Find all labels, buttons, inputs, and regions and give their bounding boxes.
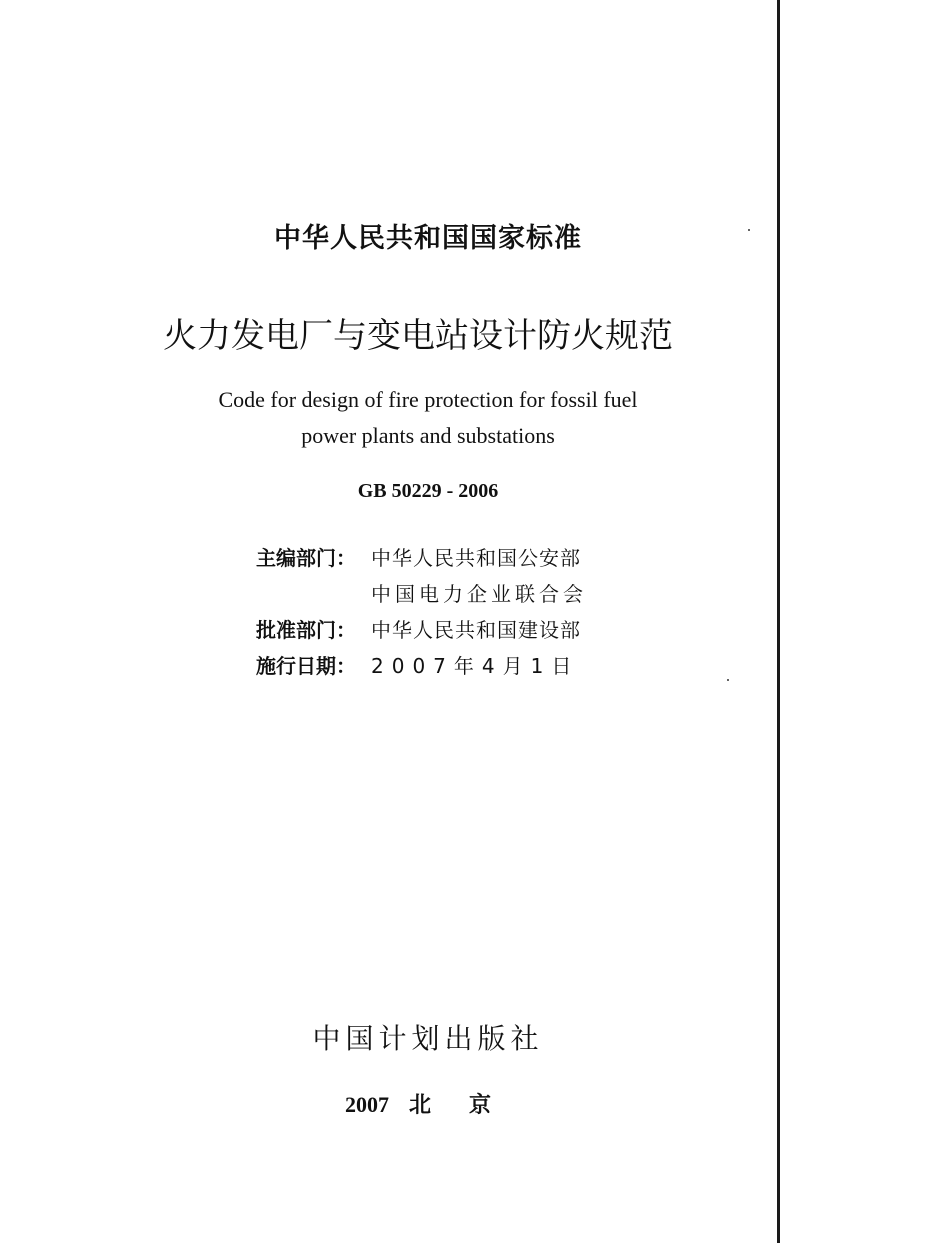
meta-row-effective-date (256, 646, 587, 682)
meta-value: 中华人民共和国建设部 (371, 617, 581, 642)
meta-row-co-editor (256, 574, 587, 610)
national-standard-heading: 中华人民共和国国家标准 (274, 223, 582, 254)
meta-value: 2007年4月1日 (371, 653, 580, 678)
publication-place (345, 1088, 529, 1119)
meta-label: 主编部门： (256, 545, 356, 570)
publication-year: 2007 (345, 1092, 389, 1117)
meta-value: 中国电力企业联合会 (371, 581, 587, 606)
publication-meta (256, 538, 587, 682)
english-title-line-1: Code for design of fire protection for fossil fuel (218, 387, 638, 412)
publisher-name: 中国计划出版社 (312, 1022, 544, 1055)
meta-value: 中华人民共和国公安部 (371, 545, 581, 570)
meta-label: 施行日期： (256, 653, 356, 678)
meta-label: 批准部门： (256, 617, 356, 642)
publication-city: 北京 (409, 1093, 530, 1118)
meta-row-approver (256, 610, 587, 646)
standard-number: GB 50229 - 2006 (357, 480, 499, 502)
chinese-title: 火力发电厂与变电站设计防火规范 (163, 316, 673, 356)
english-title (150, 382, 706, 454)
meta-row-chief-editor (256, 538, 587, 574)
english-title-line-2: power plants and substations (301, 423, 555, 448)
scan-speck (727, 679, 729, 681)
